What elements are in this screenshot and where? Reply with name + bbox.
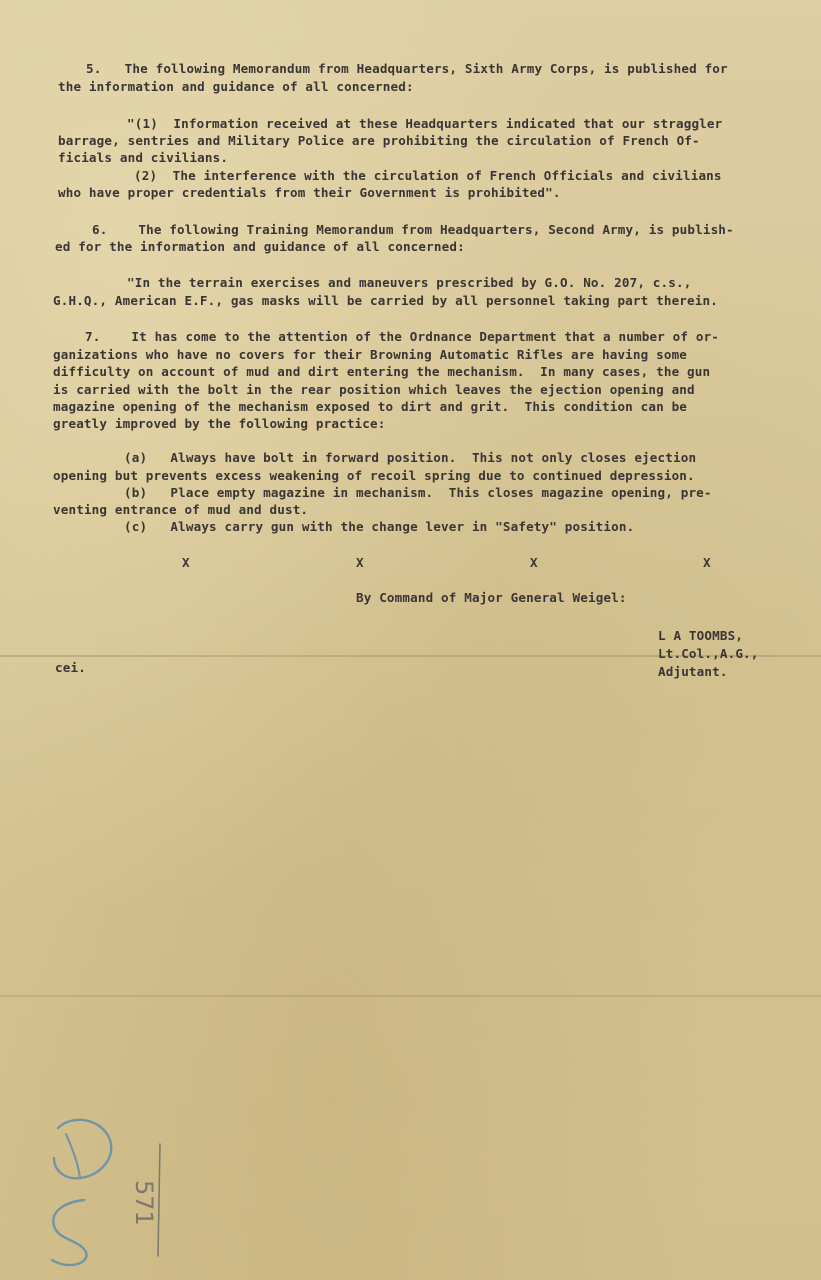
paragraph-7-line: ganizations who have no covers for their Browning Automatic Rifles are having some <box>53 347 688 362</box>
quote-item-1-line: barrage, sentries and Military Police are prohibiting the circulation of French Of- <box>58 133 700 148</box>
signer-name: L A TOOMBS, <box>658 628 744 643</box>
quote-item-2-line: (2) The interference with the circulation of French Officials and civilians <box>134 168 722 183</box>
paragraph-7-line: 7. It has come to the attention of the Ordnance Department that a number of or- <box>85 329 720 344</box>
paragraph-7-line: magazine opening of the mechanism exposed to dirt and grit. This condition can be <box>53 399 688 414</box>
paragraph-7-line: greatly improved by the following practice: <box>53 416 386 431</box>
separator-x: X <box>530 555 538 570</box>
training-quote-line: "In the terrain exercises and maneuvers prescribed by G.O. No. 207, c.s., <box>127 275 692 290</box>
quote-item-1-line: "(1) Information received at these Headquarters indicated that our straggler <box>127 116 723 131</box>
paragraph-7-line: difficulty on account of mud and dirt entering the mechanism. In many cases, the gun <box>53 364 711 379</box>
paragraph-6-line: ed for the information and guidance of all concerned: <box>55 239 465 254</box>
quote-item-2-line: who have proper credentials from their Government is prohibited". <box>58 185 561 200</box>
paragraph-7-line: is carried with the bolt in the rear position which leaves the ejection opening and <box>53 382 695 397</box>
practice-a-line: opening but prevents excess weakening of recoil spring due to continued depression. <box>53 468 695 483</box>
command-line: By Command of Major General Weigel: <box>356 590 627 605</box>
training-quote-line: G.H.Q., American E.F., gas masks will be carried by all personnel taking part therein. <box>53 293 718 308</box>
typist-initials: cei. <box>55 660 86 675</box>
practice-a-line: (a) Always have bolt in forward position. This not only closes ejection <box>124 450 697 465</box>
practice-b-line: venting entrance of mud and dust. <box>53 502 309 517</box>
practice-b-line: (b) Place empty magazine in mechanism. This closes magazine opening, pre- <box>124 485 712 500</box>
pencil-number: 571 <box>130 1180 158 1226</box>
pencil-annotation-icon <box>20 1100 140 1280</box>
separator-x: X <box>182 555 190 570</box>
signer-rank: Lt.Col.,A.G., <box>658 646 759 661</box>
separator-x: X <box>356 555 364 570</box>
signer-title: Adjutant. <box>658 664 728 679</box>
paragraph-5-line: the information and guidance of all concerned: <box>58 79 414 94</box>
paragraph-6-line: 6. The following Training Memorandum from Headquarters, Second Army, is publish- <box>92 222 734 237</box>
separator-x: X <box>703 555 711 570</box>
practice-c-line: (c) Always carry gun with the change lever in "Safety" position. <box>124 519 635 534</box>
paragraph-5-line: 5. The following Memorandum from Headquarters, Sixth Army Corps, is published for <box>86 61 728 76</box>
quote-item-1-line: ficials and civilians. <box>58 150 229 165</box>
paper-fold-line <box>0 995 821 997</box>
